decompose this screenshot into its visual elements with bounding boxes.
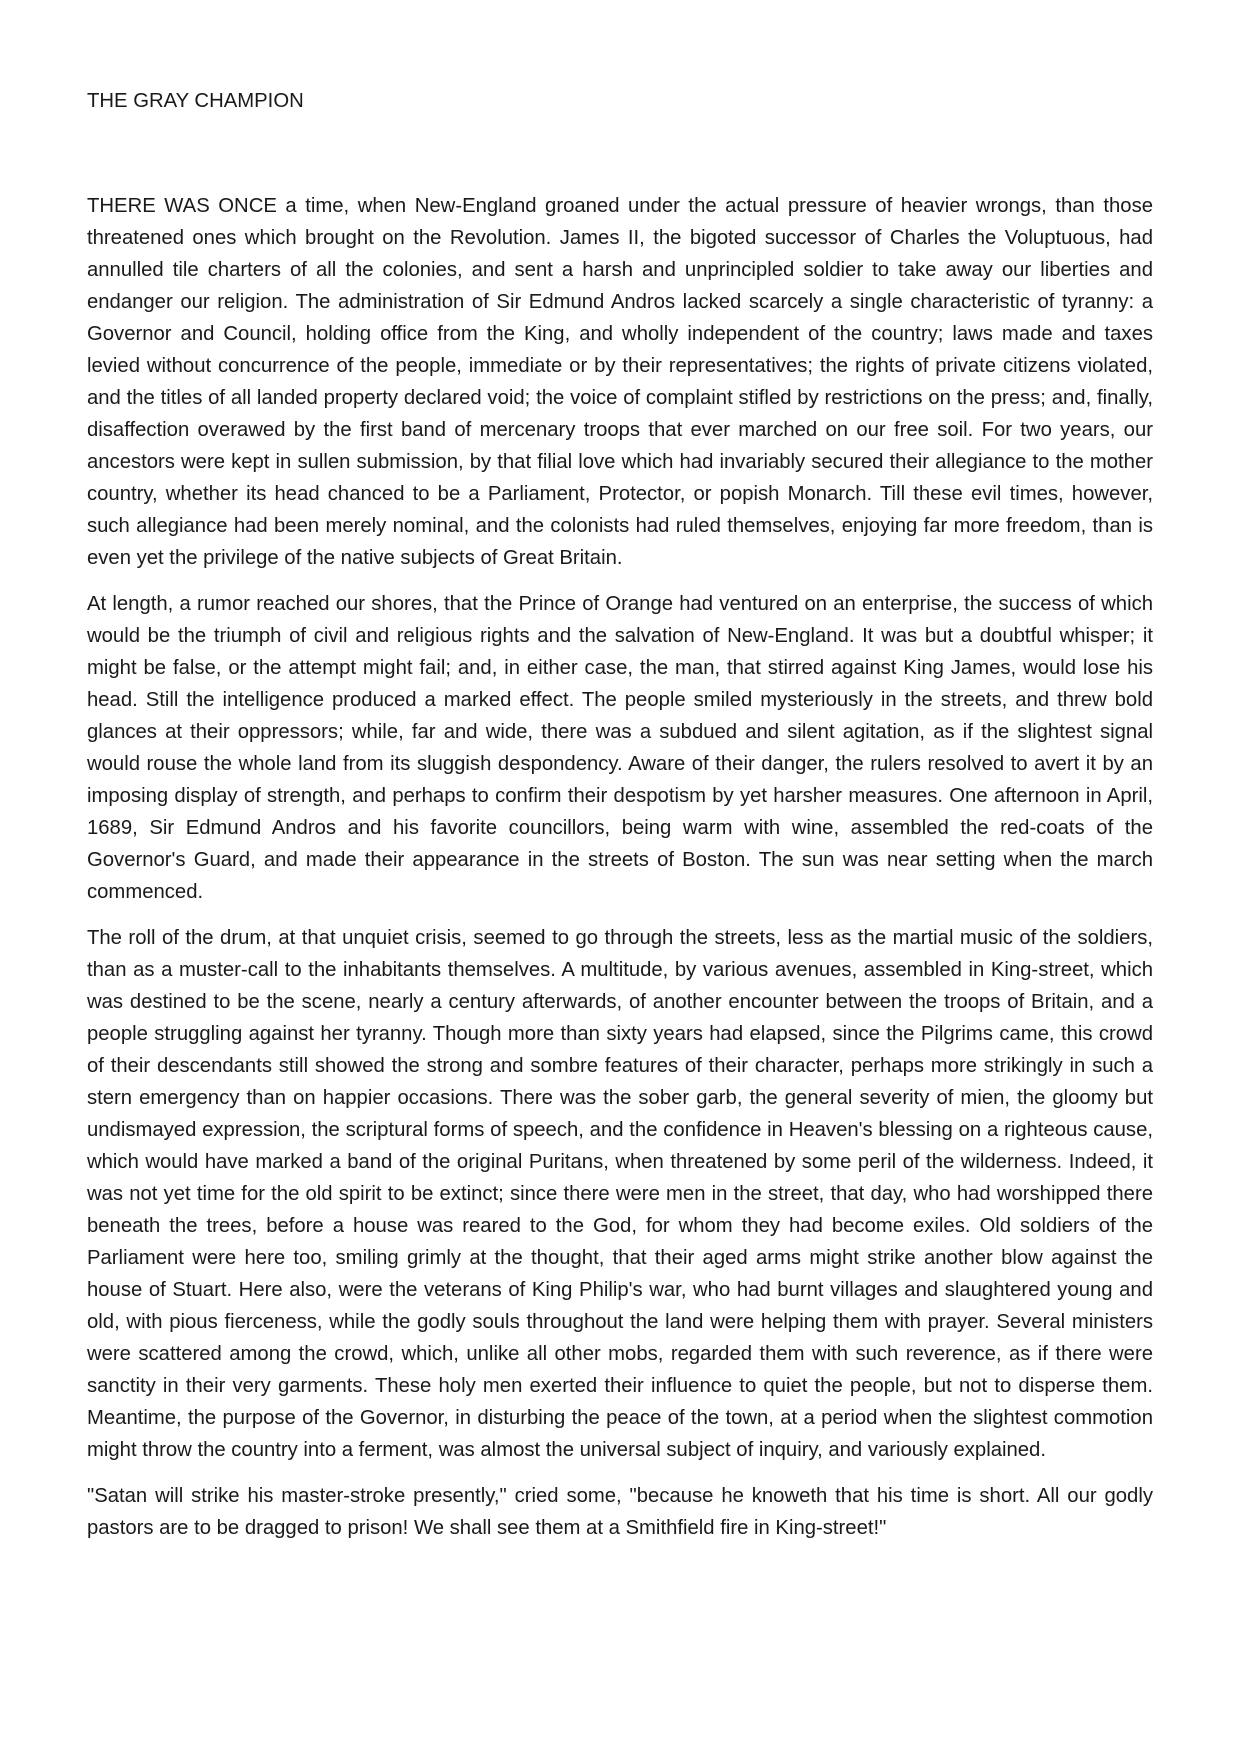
paragraph-2: At length, a rumor reached our shores, that the Prince of Orange had ventured on an enterprise, the success of which would be the triumph of civil and religious rights and the salvation of New-England. It was but a doubtful whisper; it might be false, or the attempt might fail; and, in either case, the man, that stirred against King James, would lose his head. Still the intelligence produced a marked effect. The people smiled mysteriously in the streets, and threw bold glances at their oppressors; while, far and wide, there was a subdued and silent agitation, as if the slightest signal would rouse the whole land from its sluggish despondency. Aware of their danger, the rulers resolved to avert it by an imposing display of strength, and perhaps to confirm their despotism by yet harsher measures. One afternoon in April, 1689, Sir Edmund Andros and his favorite councillors, being warm with wine, assembled the red-coats of the Governor's Guard, and made their appearance in the streets of Boston. The sun was near setting when the march commenced. — [87, 593, 1153, 903]
paragraph-4: "Satan will strike his master-stroke presently," cried some, "because he knoweth that his time is short. All our godly pastors are to be dragged to prison! We shall see them at a Smithfield fire in King-street!" — [87, 1485, 1153, 1539]
document-body — [87, 190, 1153, 1558]
paragraph-1: THERE WAS ONCE a time, when New-England groaned under the actual pressure of heavier wrongs, than those threatened ones which brought on the Revolution. James II, the bigoted successor of Charles the Voluptuous, had annulled tile charters of all the colonies, and sent a harsh and unprincipled soldier to take away our liberties and endanger our religion. The administration of Sir Edmund Andros lacked scarcely a single characteristic of tyranny: a Governor and Council, holding office from the King, and wholly independent of the country; laws made and taxes levied without concurrence of the people, immediate or by their representatives; the rights of private citizens violated, and the titles of all landed property declared void; the voice of complaint stifled by restrictions on the press; and, finally, disaffection overawed by the first band of mercenary troops that ever marched on our free soil. For two years, our ancestors were kept in sullen submission, by that filial love which had invariably secured their allegiance to the mother country, whether its head chanced to be a Parliament, Protector, or popish Monarch. Till these evil times, however, such allegiance had been merely nominal, and the colonists had ruled themselves, enjoying far more freedom, than is even yet the privilege of the native subjects of Great Britain. — [87, 195, 1153, 569]
paragraph-3: The roll of the drum, at that unquiet crisis, seemed to go through the streets, less as the martial music of the soldiers, than as a muster-call to the inhabitants themselves. A multitude, by various avenues, assembled in King-street, which was destined to be the scene, nearly a century afterwards, of another encounter between the troops of Britain, and a people struggling against her tyranny. Though more than sixty years had elapsed, since the Pilgrims came, this crowd of their descendants still showed the strong and sombre features of their character, perhaps more strikingly in such a stern emergency than on happier occasions. There was the sober garb, the general severity of mien, the gloomy but undismayed expression, the scriptural forms of speech, and the confidence in Heaven's blessing on a righteous cause, which would have marked a band of the original Puritans, when threatened by some peril of the wilderness. Indeed, it was not yet time for the old spirit to be extinct; since there were men in the street, that day, who had worshipped there beneath the trees, before a house was reared to the God, for whom they had become exiles. Old soldiers of the Parliament were here too, smiling grimly at the thought, that their aged arms might strike another blow against the house of Stuart. Here also, were the veterans of King Philip's war, who had burnt villages and slaughtered young and old, with pious fierceness, while the godly souls throughout the land were helping them with prayer. Several ministers were scattered among the crowd, which, unlike all other mobs, regarded them with such reverence, as if there were sanctity in their very garments. These holy men exerted their influence to quiet the people, but not to disperse them. Meantime, the purpose of the Governor, in disturbing the peace of the town, at a period when the slightest commotion might throw the country into a ferment, was almost the universal subject of inquiry, and variously explained. — [87, 927, 1153, 1461]
document-title: THE GRAY CHAMPION — [87, 90, 304, 112]
